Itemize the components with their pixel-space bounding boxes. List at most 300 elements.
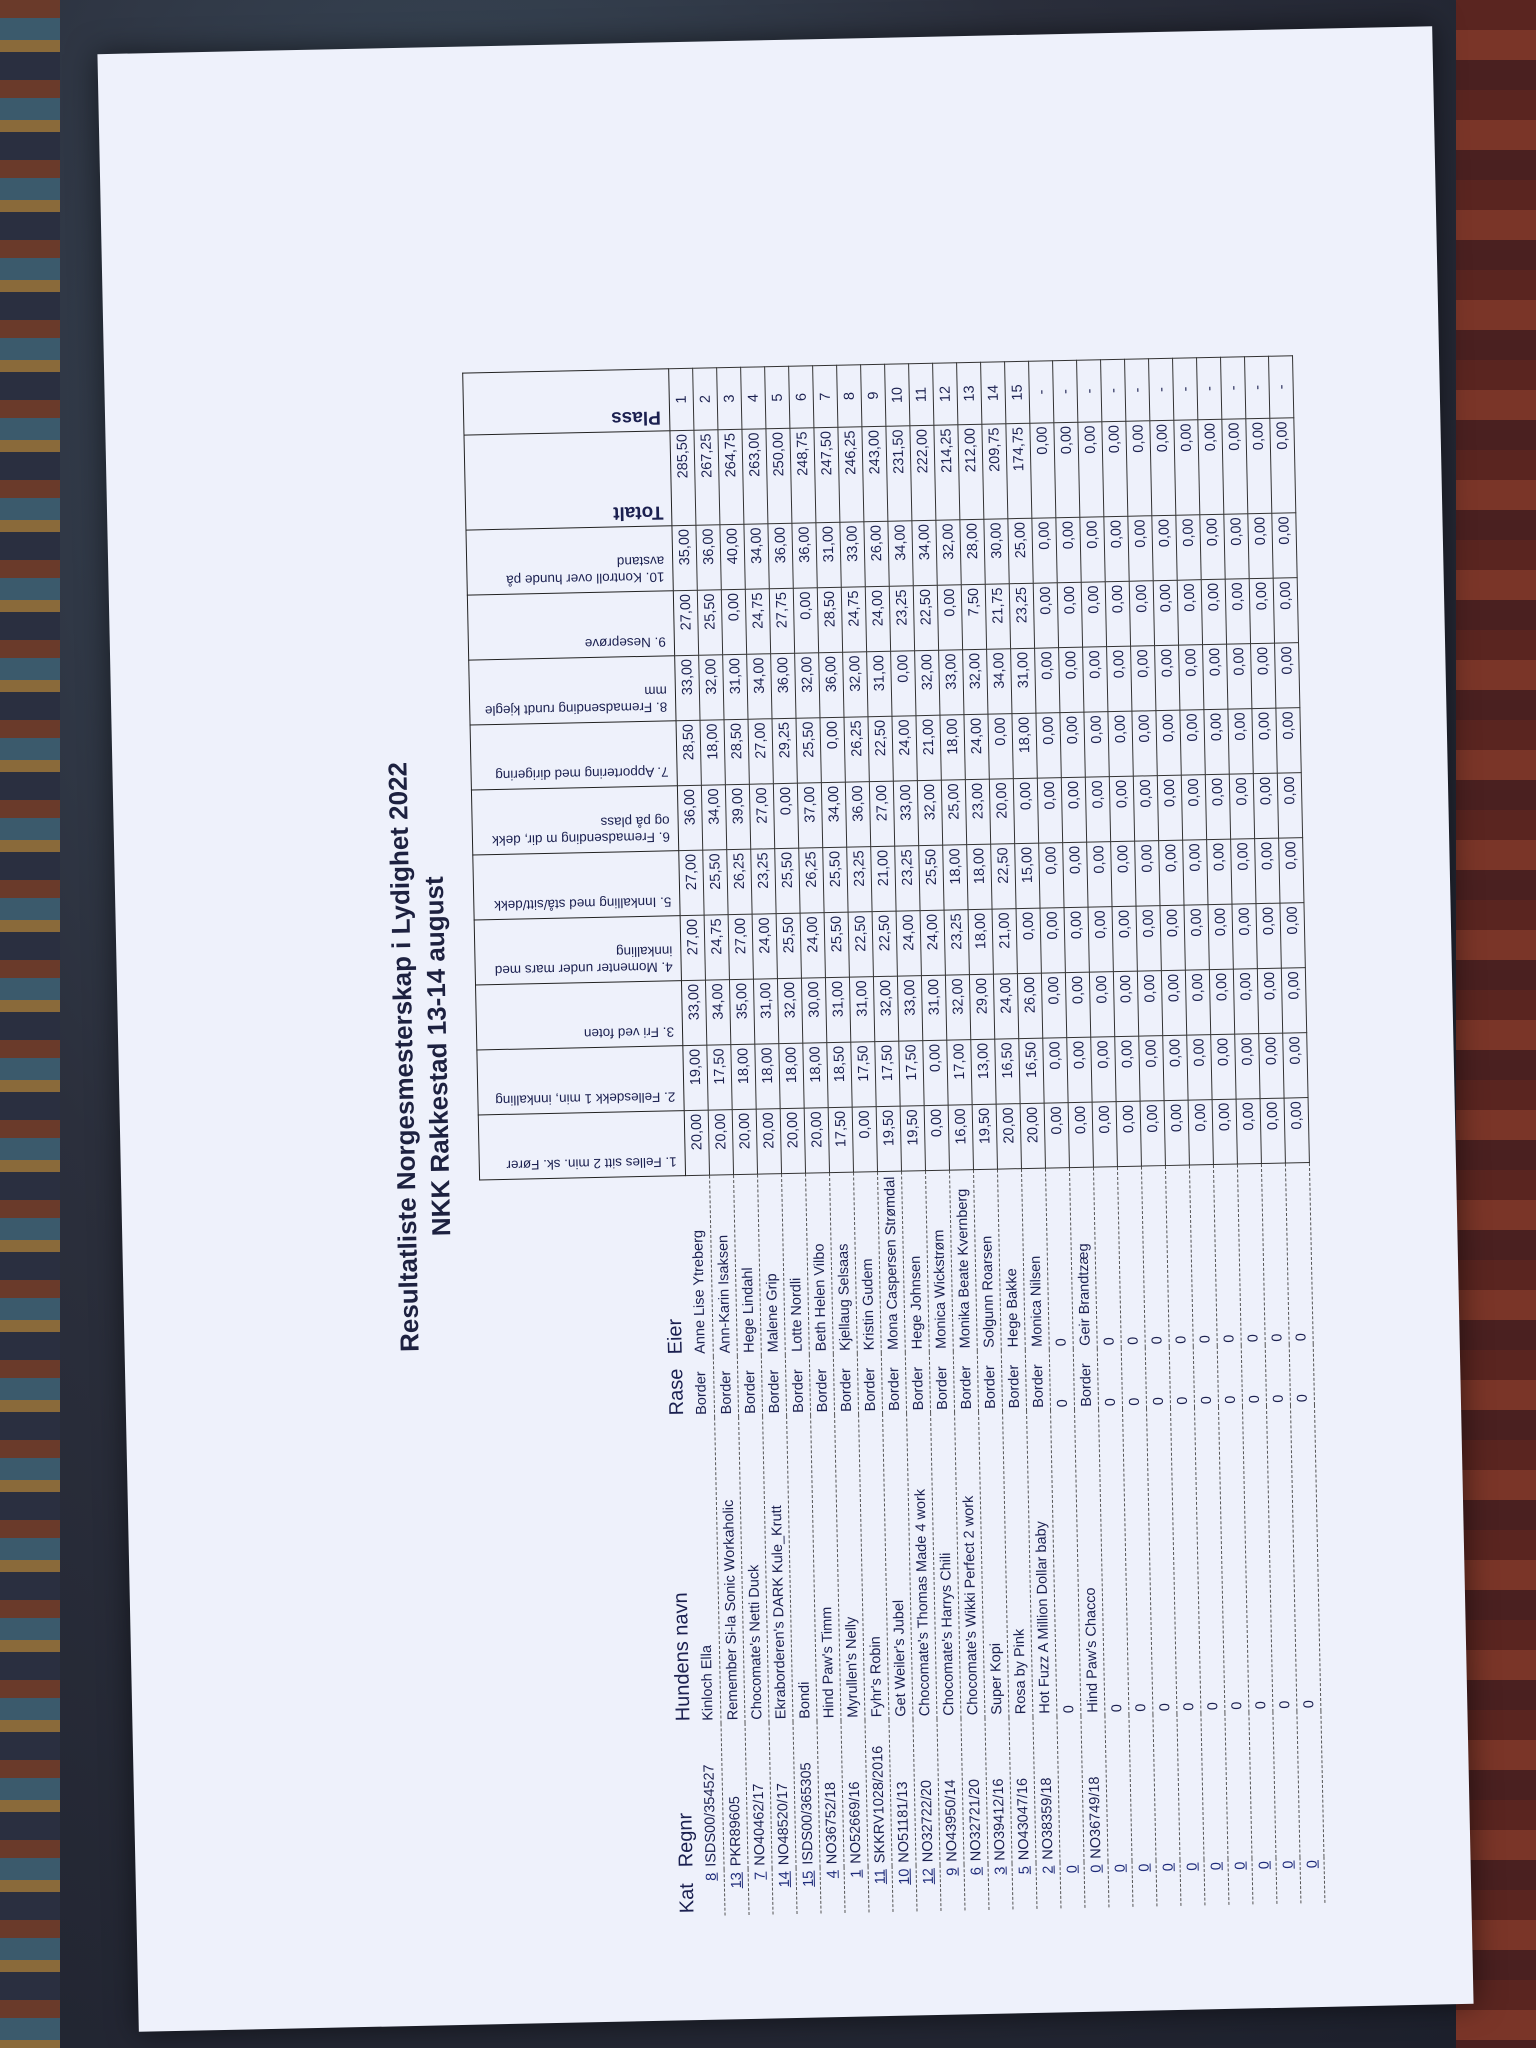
cell-score-3: 0,00 xyxy=(1161,970,1186,1035)
cell-eier: Lotte Nordli xyxy=(782,1173,810,1355)
cell-kat: 5 xyxy=(1012,1863,1037,1909)
cell-score-9: 0,00 xyxy=(1129,581,1154,646)
header-totalt: Totalt xyxy=(464,431,672,530)
cell-kat: 0 xyxy=(1180,1859,1205,1905)
cell-score-2: 0,00 xyxy=(1067,1037,1092,1102)
cell-score-10: 34,00 xyxy=(888,521,913,586)
cell-totalt: 231,50 xyxy=(886,426,912,521)
cell-score-7: 29,25 xyxy=(772,718,797,783)
cell-plass: - xyxy=(1245,356,1270,418)
cell-score-8: 32,00 xyxy=(915,650,940,715)
cell-eier: 0 xyxy=(1141,1166,1169,1348)
cell-score-5: 0,00 xyxy=(1087,842,1112,907)
cell-score-10: 26,00 xyxy=(864,521,889,586)
cell-eier: 0 xyxy=(1213,1164,1241,1346)
cell-kat: 7 xyxy=(748,1868,773,1914)
cell-regnr xyxy=(1057,1716,1084,1862)
cell-score-8: 34,00 xyxy=(747,654,772,719)
cell-score-2: 16,50 xyxy=(995,1039,1020,1104)
cell-totalt: 248,75 xyxy=(790,428,816,523)
cell-hundens-navn: Remember Si-la Sonic Workaholic xyxy=(715,1417,745,1723)
header-criterion-4: 4. Momenter under mars med innkalling xyxy=(474,916,681,985)
cell-score-3: 0,00 xyxy=(1089,972,1114,1037)
cell-plass: 9 xyxy=(861,364,886,426)
cell-eier: 0 xyxy=(1237,1164,1265,1346)
cell-score-8: 0,00 xyxy=(1155,645,1180,710)
cell-score-1: 20,00 xyxy=(684,1110,709,1175)
cell-score-4: 0,00 xyxy=(1040,908,1065,973)
cell-eier: Solgunn Roarsen xyxy=(973,1169,1001,1351)
cell-score-5: 25,50 xyxy=(919,845,944,910)
cell-score-5: 18,00 xyxy=(943,845,968,910)
cell-score-3: 0,00 xyxy=(1137,971,1162,1036)
cell-rase: 0 xyxy=(1169,1347,1194,1408)
cell-plass: 15 xyxy=(1005,361,1030,423)
cell-score-7: 0,00 xyxy=(1228,709,1253,774)
cell-score-2: 0,00 xyxy=(1091,1037,1116,1102)
cell-score-2: 17,50 xyxy=(707,1045,732,1110)
cell-score-1: 0,00 xyxy=(1092,1102,1117,1167)
cell-score-7: 18,00 xyxy=(1012,713,1037,778)
cell-score-10: 36,00 xyxy=(792,523,817,588)
results-paper xyxy=(97,26,1473,2032)
cell-score-10: 34,00 xyxy=(912,520,937,585)
cell-score-10: 36,00 xyxy=(696,525,721,590)
cell-totalt: 214,25 xyxy=(934,425,960,520)
cell-eier: Anne Lise Ytreberg xyxy=(686,1175,714,1357)
header-criterion-10: 10. Kontroll over hunde på avstand xyxy=(466,526,673,595)
cell-score-10: 0,00 xyxy=(1032,518,1057,583)
cell-score-3: 0,00 xyxy=(1113,971,1138,1036)
cell-regnr xyxy=(1225,1712,1252,1858)
cell-score-9: 7,50 xyxy=(961,584,986,649)
cell-score-2: 18,50 xyxy=(827,1042,852,1107)
cell-plass: - xyxy=(1029,361,1054,423)
cell-score-3: 34,00 xyxy=(705,980,730,1045)
cell-kat: 8 xyxy=(700,1869,725,1915)
cell-score-3: 0,00 xyxy=(1233,969,1258,1034)
cell-score-8: 31,00 xyxy=(867,651,892,716)
cell-regnr: NO43950/14 xyxy=(937,1718,964,1864)
cell-rase: Border xyxy=(833,1354,858,1415)
cell-score-10: 0,00 xyxy=(1248,513,1273,578)
cell-score-6: 36,00 xyxy=(845,782,870,847)
cell-kat: 0 xyxy=(1300,1857,1325,1903)
cell-score-8: 34,00 xyxy=(987,649,1012,714)
cell-kat: 0 xyxy=(1252,1858,1277,1904)
cell-rase: Border xyxy=(905,1352,930,1413)
cell-plass: - xyxy=(1197,357,1222,419)
cell-rase: 0 xyxy=(1241,1345,1266,1406)
cell-rase: 0 xyxy=(1217,1346,1242,1407)
cell-eier: Hege Lindahl xyxy=(734,1174,762,1356)
cell-regnr xyxy=(1153,1714,1180,1860)
cell-eier: Ann-Karin Isaksen xyxy=(710,1175,738,1357)
cell-kat: 0 xyxy=(1084,1861,1109,1907)
cell-eier: Hege Bakke xyxy=(997,1169,1025,1351)
cell-score-3: 24,00 xyxy=(993,974,1018,1039)
cell-score-1: 20,00 xyxy=(804,1108,829,1173)
cell-score-8: 0,00 xyxy=(1083,647,1108,712)
cell-eier: Beth Helen Vilbo xyxy=(806,1173,834,1355)
cell-score-8: 32,00 xyxy=(843,652,868,717)
cell-score-9: 0,00 xyxy=(1081,582,1106,647)
cell-score-1: 17,50 xyxy=(828,1107,853,1172)
cell-score-4: 24,00 xyxy=(896,911,921,976)
cell-score-10: 36,00 xyxy=(768,523,793,588)
cell-score-1: 0,00 xyxy=(852,1107,877,1172)
cell-score-8: 32,00 xyxy=(699,655,724,720)
header-criterion-3: 3. Fri ved foten xyxy=(476,981,683,1050)
cell-score-9: 0,00 xyxy=(1177,580,1202,645)
cell-score-4: 0,00 xyxy=(1208,904,1233,969)
cell-score-4: 27,00 xyxy=(728,914,753,979)
cell-score-9: 27,00 xyxy=(673,590,698,655)
cell-score-2: 17,50 xyxy=(875,1041,900,1106)
cell-score-7: 0,00 xyxy=(1036,713,1061,778)
cell-score-4: 0,00 xyxy=(1280,903,1305,968)
cell-score-4: 0,00 xyxy=(1136,906,1161,971)
cell-totalt: 0,00 xyxy=(1246,418,1272,513)
cell-score-4: 0,00 xyxy=(1160,905,1185,970)
cell-score-3: 32,00 xyxy=(873,976,898,1041)
cell-score-5: 0,00 xyxy=(1159,840,1184,905)
cell-score-9: 24,75 xyxy=(745,589,770,654)
cell-score-7: 28,50 xyxy=(676,720,701,785)
cell-kat: 14 xyxy=(772,1868,797,1914)
cell-score-5: 26,25 xyxy=(799,848,824,913)
header-plass: Plass xyxy=(463,369,670,435)
cell-hundens-navn: 0 xyxy=(1219,1407,1249,1713)
cell-score-7: 0,00 xyxy=(1204,709,1229,774)
cell-eier: Monika Beate Kvernberg xyxy=(949,1170,977,1352)
cell-score-2: 17,50 xyxy=(899,1041,924,1106)
cell-regnr: NO36752/18 xyxy=(817,1721,844,1867)
cell-score-3: 33,00 xyxy=(897,976,922,1041)
cell-eier: 0 xyxy=(1045,1168,1073,1350)
cell-plass: - xyxy=(1053,360,1078,422)
cell-score-4: 25,50 xyxy=(824,912,849,977)
cell-regnr: NO43047/16 xyxy=(1009,1717,1036,1863)
cell-kat: 0 xyxy=(1228,1858,1253,1904)
cell-score-1: 0,00 xyxy=(1140,1101,1165,1166)
cell-score-8: 31,00 xyxy=(723,654,748,719)
cell-score-9: 27,75 xyxy=(769,588,794,653)
cell-score-8: 0,00 xyxy=(1275,643,1300,708)
cell-score-7: 27,00 xyxy=(748,719,773,784)
cell-hundens-navn: 0 xyxy=(1195,1407,1225,1713)
cell-score-4: 0,00 xyxy=(1064,907,1089,972)
cell-score-4: 22,50 xyxy=(848,912,873,977)
cell-kat: 2 xyxy=(1036,1862,1061,1908)
cell-totalt: 267,25 xyxy=(694,430,720,525)
cell-score-5: 22,50 xyxy=(991,844,1016,909)
cell-score-4: 24,00 xyxy=(800,913,825,978)
cell-score-10: 0,00 xyxy=(1104,516,1129,581)
cell-score-10: 0,00 xyxy=(1272,513,1297,578)
cell-plass: 3 xyxy=(717,367,742,429)
cell-kat: 0 xyxy=(1156,1860,1181,1906)
cell-score-4: 21,00 xyxy=(992,909,1017,974)
cell-score-2: 17,50 xyxy=(851,1042,876,1107)
cell-score-9: 0,00 xyxy=(1153,580,1178,645)
cell-kat: 3 xyxy=(988,1863,1013,1909)
rug-background xyxy=(0,0,60,2048)
cell-score-9: 23,25 xyxy=(889,586,914,651)
cell-totalt: 285,50 xyxy=(670,430,696,525)
cell-score-9: 0,00 xyxy=(1057,582,1082,647)
cell-hundens-navn: Super Kopi xyxy=(979,1412,1009,1718)
cell-totalt: 0,00 xyxy=(1126,421,1152,516)
cell-score-6: 37,00 xyxy=(797,783,822,848)
cell-score-1: 0,00 xyxy=(1188,1100,1213,1165)
cell-kat: 0 xyxy=(1132,1860,1157,1906)
header-rase: Rase xyxy=(664,1368,688,1416)
cell-score-6: 27,00 xyxy=(749,784,774,849)
document-title: Resultatliste Norgesmesterskap i Lydighet 2022 xyxy=(382,761,425,1353)
cell-score-6: 0,00 xyxy=(1181,775,1206,840)
cell-score-6: 34,00 xyxy=(821,782,846,847)
cell-hundens-navn: 0 xyxy=(1099,1409,1129,1715)
cell-kat: 0 xyxy=(1060,1862,1085,1908)
cell-score-1: 0,00 xyxy=(1284,1098,1309,1163)
cell-regnr xyxy=(1249,1712,1276,1858)
cell-score-8: 0,00 xyxy=(1227,644,1252,709)
cell-plass: 12 xyxy=(933,363,958,425)
cell-score-7: 0,00 xyxy=(1252,708,1277,773)
cell-eier: 0 xyxy=(1189,1165,1217,1347)
cell-score-8: 32,00 xyxy=(963,649,988,714)
cell-hundens-navn: 0 xyxy=(1051,1410,1081,1716)
cell-totalt: 246,25 xyxy=(838,427,864,522)
cell-score-1: 20,00 xyxy=(756,1109,781,1174)
cell-score-7: 0,00 xyxy=(1180,710,1205,775)
cell-score-6: 27,00 xyxy=(869,781,894,846)
cell-totalt: 222,00 xyxy=(910,425,936,520)
cell-score-10: 32,00 xyxy=(936,520,961,585)
header-criterion-9: 9. Neseprøve xyxy=(467,591,674,660)
cell-score-4: 24,00 xyxy=(920,910,945,975)
cell-score-1: 20,00 xyxy=(708,1110,733,1175)
cell-eier: Kristin Gudem xyxy=(854,1172,882,1354)
cell-regnr: NO39412/16 xyxy=(985,1717,1012,1863)
cell-score-8: 0,00 xyxy=(1179,645,1204,710)
cell-score-10: 0,00 xyxy=(1200,514,1225,579)
cell-eier: Kjellaug Selsaas xyxy=(830,1172,858,1354)
header-hundens-navn: Hundens navn xyxy=(669,1592,694,1722)
cell-rase: Border xyxy=(1001,1350,1026,1411)
header-kat: Kat xyxy=(675,1883,698,1914)
cell-score-3: 32,00 xyxy=(945,975,970,1040)
cell-plass: - xyxy=(1173,358,1198,420)
cell-score-6: 0,00 xyxy=(1229,774,1254,839)
cell-plass: 10 xyxy=(885,364,910,426)
cell-eier: 0 xyxy=(1261,1163,1289,1345)
cell-totalt: 209,75 xyxy=(982,424,1008,519)
cell-score-7: 28,50 xyxy=(724,719,749,784)
cell-score-7: 26,25 xyxy=(844,717,869,782)
cell-regnr: NO48520/17 xyxy=(769,1722,796,1868)
cell-score-5: 23,25 xyxy=(751,849,776,914)
cell-regnr: ISDS00/354527 xyxy=(697,1724,724,1870)
cell-kat: 10 xyxy=(892,1865,917,1911)
cell-totalt: 250,00 xyxy=(766,428,792,523)
cell-hundens-navn: 0 xyxy=(1290,1405,1320,1711)
cell-totalt: 264,75 xyxy=(718,429,744,524)
cell-score-9: 24,75 xyxy=(841,587,866,652)
cell-rase: Border xyxy=(857,1353,882,1414)
cell-eier: 0 xyxy=(1285,1163,1313,1345)
cell-score-6: 0,00 xyxy=(1037,778,1062,843)
header-criterion-6: 6. Fremadsending m dir, dekk og på plass xyxy=(471,786,678,855)
cell-score-1: 0,00 xyxy=(924,1105,949,1170)
cell-score-6: 39,00 xyxy=(725,784,750,849)
cell-score-7: 0,00 xyxy=(1108,711,1133,776)
header-regnr: Regnr xyxy=(673,1812,698,1868)
cell-score-7: 21,00 xyxy=(916,715,941,780)
cell-totalt: 0,00 xyxy=(1270,418,1296,513)
cell-plass: 7 xyxy=(813,365,838,427)
cell-score-7: 0,00 xyxy=(820,717,845,782)
cell-score-3: 0,00 xyxy=(1209,969,1234,1034)
cell-score-6: 34,00 xyxy=(701,785,726,850)
cell-totalt: 243,00 xyxy=(862,426,888,521)
cell-rase: Border xyxy=(977,1351,1002,1412)
cell-totalt: 0,00 xyxy=(1198,419,1224,514)
cell-score-1: 19,50 xyxy=(876,1106,901,1171)
cell-score-1: 19,50 xyxy=(972,1104,997,1169)
cell-hundens-navn: Chocomate's Netti Duck xyxy=(739,1417,769,1723)
cell-score-2: 0,00 xyxy=(1211,1034,1236,1099)
cell-hundens-navn: Bondi xyxy=(787,1416,817,1722)
cell-rase: 0 xyxy=(1097,1348,1122,1409)
cell-score-9: 0,00 xyxy=(1033,583,1058,648)
cell-score-8: 31,00 xyxy=(1011,648,1036,713)
cell-score-2: 0,00 xyxy=(1115,1036,1140,1101)
cell-score-8: 33,00 xyxy=(939,650,964,715)
cell-score-7: 0,00 xyxy=(1132,711,1157,776)
header-criterion-7: 7. Apportering med dirigering xyxy=(470,721,677,790)
cell-score-5: 15,00 xyxy=(1015,843,1040,908)
cell-score-2: 18,00 xyxy=(731,1044,756,1109)
cell-score-7: 0,00 xyxy=(1060,712,1085,777)
cell-score-3: 31,00 xyxy=(825,977,850,1042)
cell-rase: 0 xyxy=(1049,1349,1074,1410)
cell-plass: - xyxy=(1269,356,1294,418)
cell-hundens-navn: Hind Paw's Timm xyxy=(811,1415,841,1721)
cell-score-10: 0,00 xyxy=(1128,516,1153,581)
cell-score-3: 0,00 xyxy=(1041,973,1066,1038)
cell-hundens-navn: Myrullen's Nelly xyxy=(835,1415,865,1721)
results-table xyxy=(462,355,1325,1920)
cell-score-2: 17,00 xyxy=(947,1040,972,1105)
cell-regnr: NO32721/20 xyxy=(961,1718,988,1864)
cell-rase: Border xyxy=(689,1357,714,1418)
cell-regnr xyxy=(1177,1713,1204,1859)
cell-score-8: 0,00 xyxy=(1251,643,1276,708)
cell-rase: 0 xyxy=(1193,1346,1218,1407)
cell-score-8: 36,00 xyxy=(771,653,796,718)
cell-totalt: 0,00 xyxy=(1078,422,1104,517)
cell-score-4: 24,75 xyxy=(704,915,729,980)
cell-score-5: 0,00 xyxy=(1231,839,1256,904)
cell-score-3: 33,00 xyxy=(681,980,706,1045)
cell-totalt: 0,00 xyxy=(1102,421,1128,516)
cell-plass: 2 xyxy=(693,368,718,430)
cell-score-1: 0,00 xyxy=(1236,1099,1261,1164)
cell-score-2: 19,00 xyxy=(683,1045,708,1110)
cell-hundens-navn: 0 xyxy=(1171,1408,1201,1714)
cell-score-8: 0,00 xyxy=(1107,646,1132,711)
cell-score-4: 23,25 xyxy=(944,910,969,975)
cell-score-6: 36,00 xyxy=(677,785,702,850)
cell-kat: 0 xyxy=(1276,1857,1301,1903)
document-subtitle: NKK Rakkestad 13-14 august xyxy=(418,876,457,1237)
cell-score-1: 20,00 xyxy=(996,1104,1021,1169)
cell-totalt: 174,75 xyxy=(1006,423,1032,518)
cell-score-10: 0,00 xyxy=(1224,514,1249,579)
cell-hundens-navn: Chocomate's Wikki Perfect 2 work xyxy=(955,1412,985,1718)
cell-score-1: 0,00 xyxy=(1260,1098,1285,1163)
cell-plass: 11 xyxy=(909,363,934,425)
cell-kat: 0 xyxy=(1108,1861,1133,1907)
cell-score-9: 23,25 xyxy=(1009,583,1034,648)
cell-score-6: 33,00 xyxy=(893,781,918,846)
cell-score-6: 0,00 xyxy=(1205,774,1230,839)
cell-plass: - xyxy=(1221,357,1246,419)
cell-eier: 0 xyxy=(1093,1167,1121,1349)
cell-score-4: 25,50 xyxy=(776,913,801,978)
cell-score-7: 25,50 xyxy=(796,718,821,783)
cell-score-4: 0,00 xyxy=(1256,903,1281,968)
cell-score-10: 40,00 xyxy=(720,524,745,589)
cell-kat: 0 xyxy=(1204,1859,1229,1905)
header-criterion-8: 8. Fremadsending rundt kjegle mm xyxy=(469,656,676,725)
cell-plass: - xyxy=(1125,359,1150,421)
cell-score-5: 0,00 xyxy=(1039,843,1064,908)
cell-score-2: 0,00 xyxy=(1187,1035,1212,1100)
header-criterion-5: 5. Innkalling med stå/sitt/dekk xyxy=(473,851,680,920)
cell-score-5: 0,00 xyxy=(1135,841,1160,906)
header-criterion-2: 2. Fellesdekk 1 min, innkalling xyxy=(477,1046,684,1115)
cell-score-1: 0,00 xyxy=(1116,1101,1141,1166)
cell-rase: Border xyxy=(1073,1349,1098,1410)
cell-totalt: 0,00 xyxy=(1174,420,1200,515)
cell-score-6: 0,00 xyxy=(1253,773,1278,838)
cell-totalt: 0,00 xyxy=(1150,420,1176,515)
cell-plass: 1 xyxy=(669,368,694,430)
cell-score-3: 35,00 xyxy=(729,979,754,1044)
cell-score-10: 34,00 xyxy=(744,524,769,589)
cell-score-10: 0,00 xyxy=(1152,515,1177,580)
cell-score-6: 23,00 xyxy=(965,779,990,844)
cell-totalt: 0,00 xyxy=(1054,422,1080,517)
cell-regnr xyxy=(1273,1711,1300,1857)
cell-score-7: 24,00 xyxy=(964,714,989,779)
cell-score-8: 0,00 xyxy=(1131,646,1156,711)
cell-kat: 1 xyxy=(844,1866,869,1912)
cell-score-3: 29,00 xyxy=(969,974,994,1039)
cell-score-9: 0,00 xyxy=(1201,579,1226,644)
cell-regnr: NO40462/17 xyxy=(745,1722,772,1868)
cell-hundens-navn: 0 xyxy=(1147,1408,1177,1714)
cell-score-10: 0,00 xyxy=(1176,515,1201,580)
cell-score-5: 23,25 xyxy=(847,847,872,912)
cell-hundens-navn: Chocomate's Harrys Chili xyxy=(931,1413,961,1719)
cell-score-6: 0,00 xyxy=(1085,777,1110,842)
cell-score-6: 25,00 xyxy=(941,780,966,845)
cell-score-5: 0,00 xyxy=(1183,840,1208,905)
